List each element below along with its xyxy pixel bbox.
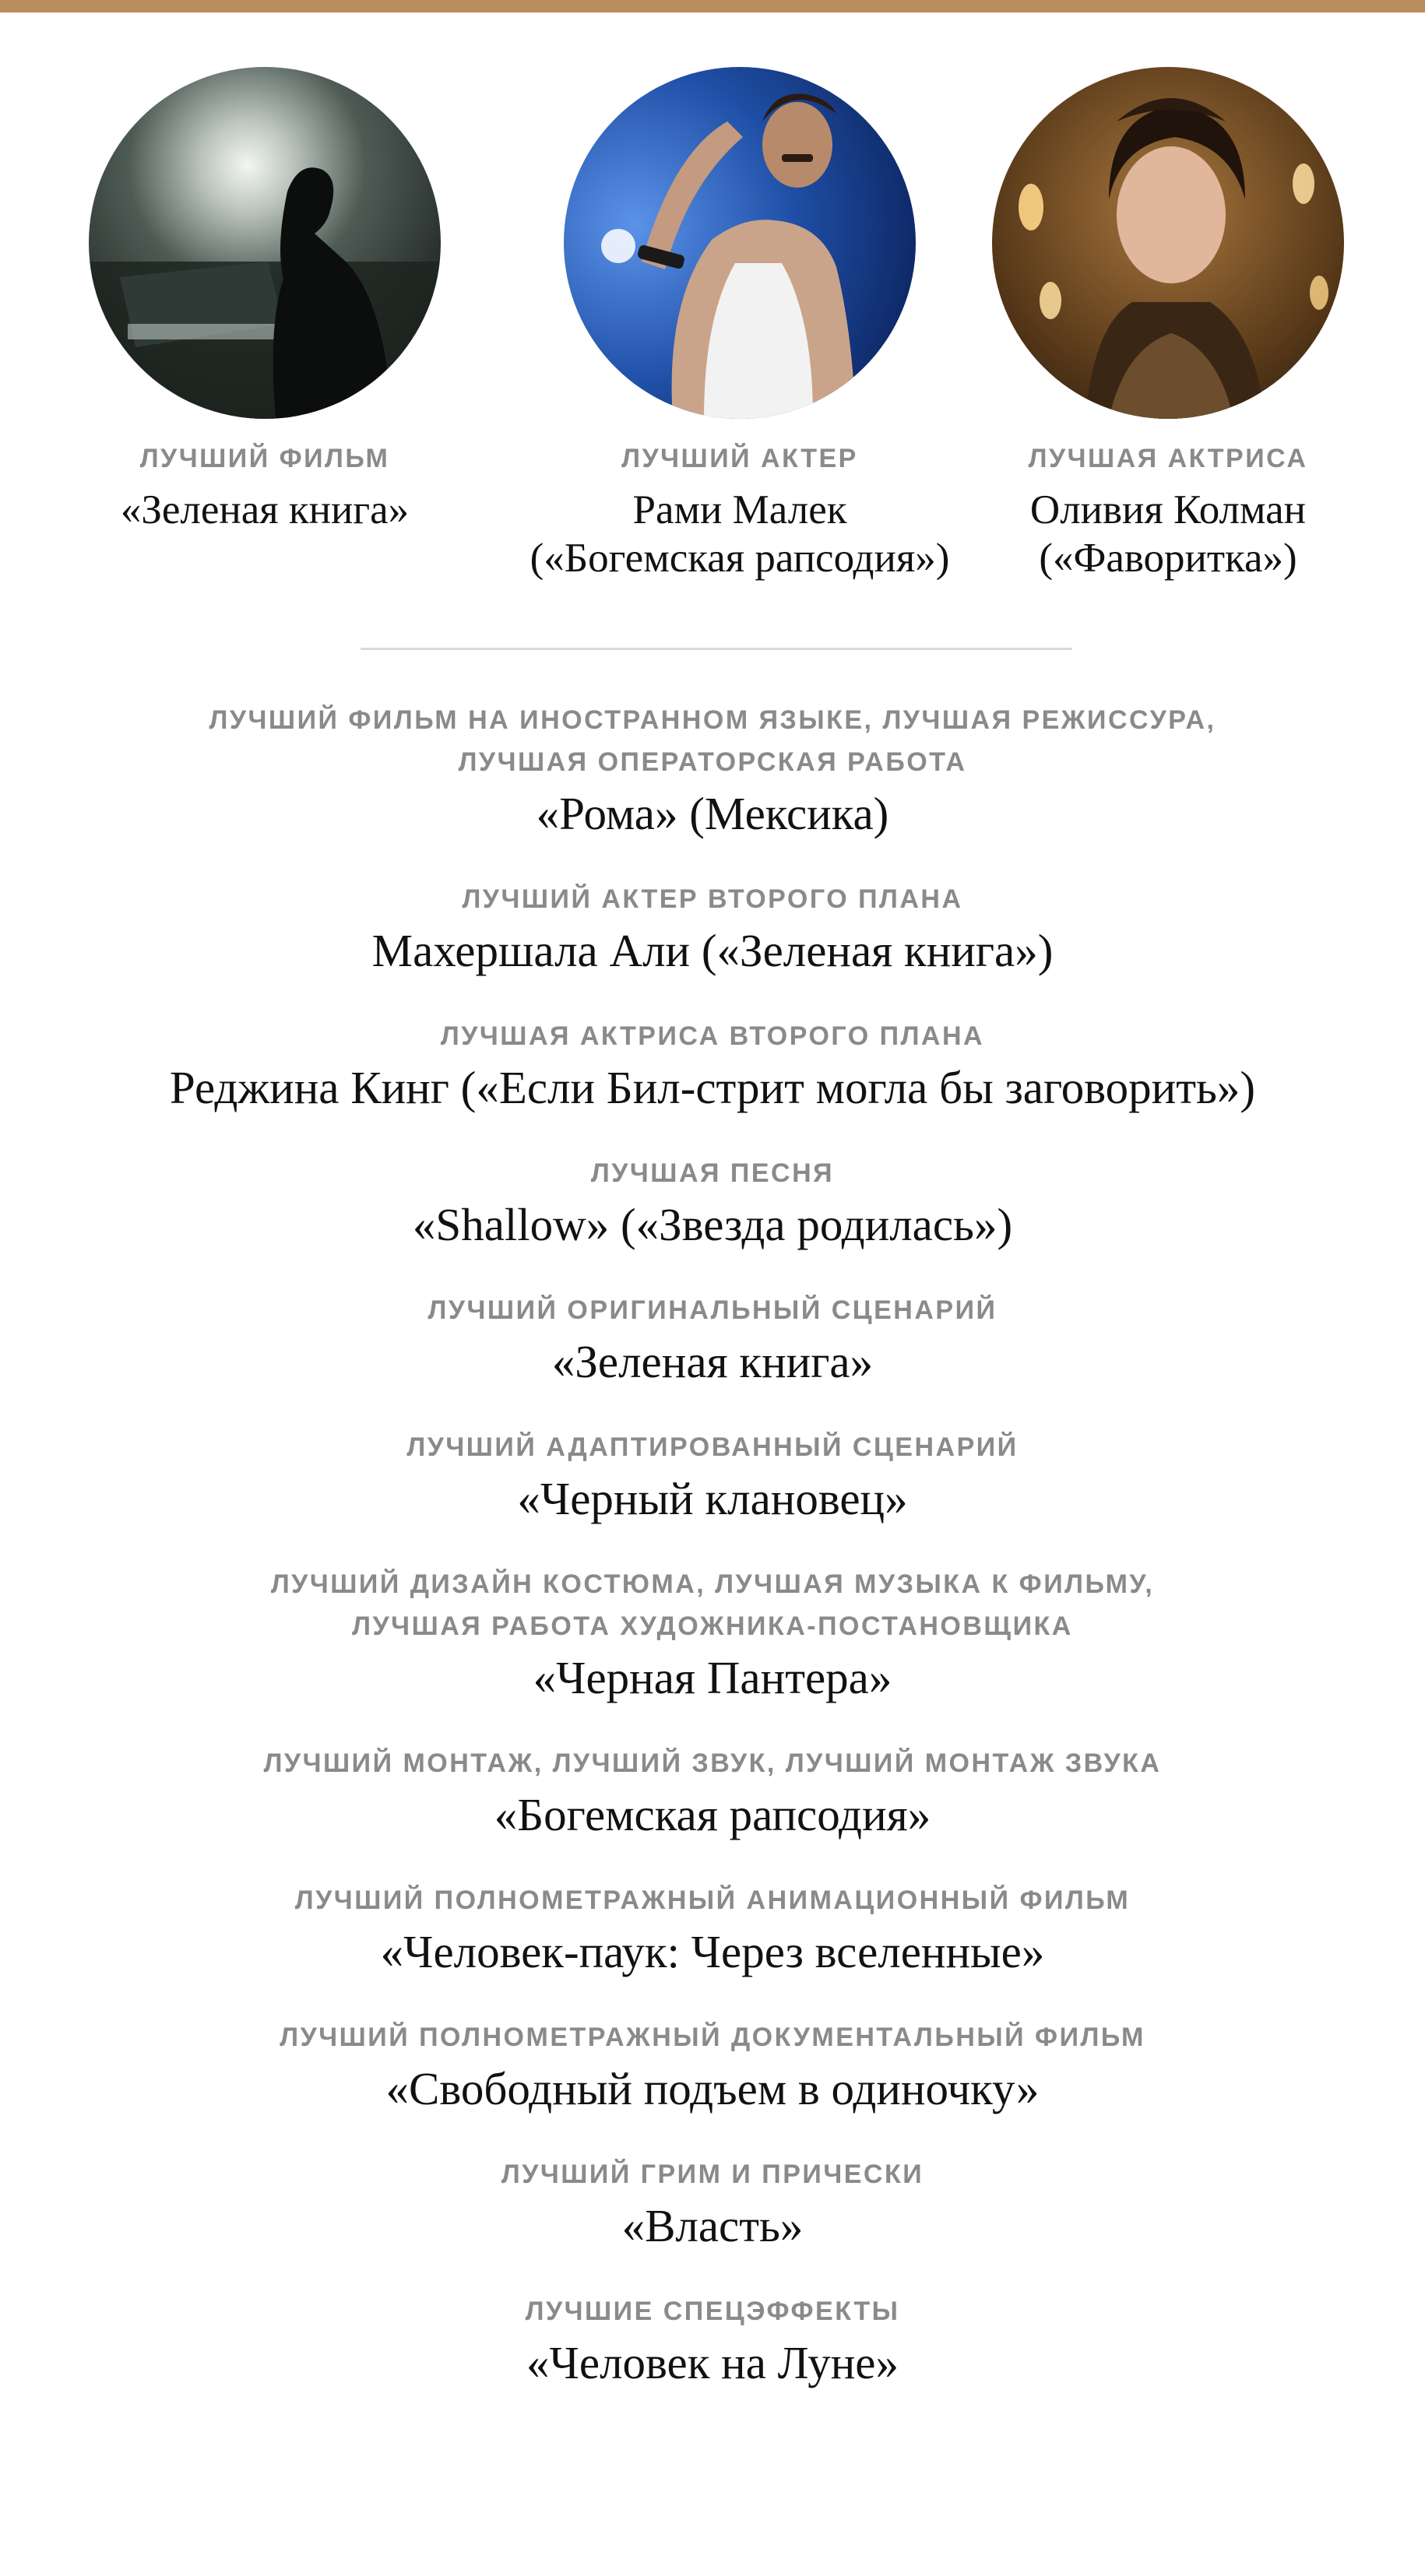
award-item <box>0 1742 1425 1842</box>
award-category: ЛУЧШИЙ ОРИГИНАЛЬНЫЙ СЦЕНАРИЙ <box>428 1295 998 1325</box>
award-category: ЛУЧШАЯ ПЕСНЯ <box>590 1158 835 1188</box>
singer-on-stage-photo <box>564 67 916 419</box>
award-category: ЛУЧШИЙ АКТЕР ВТОРОГО ПЛАНА <box>462 884 963 914</box>
award-item <box>0 2153 1425 2253</box>
queen-portrait-photo <box>992 67 1344 419</box>
award-winner: Реджина Кинг («Если Бил-стрит могла бы заговорить») <box>169 1062 1256 1113</box>
award-item <box>0 1563 1425 1705</box>
winner-category: ЛУЧШИЙ АКТЕР <box>621 444 858 473</box>
award-item <box>0 699 1425 841</box>
award-item <box>0 1879 1425 1979</box>
award-winner: «Человек-паук: Через вселенные» <box>380 1926 1045 1977</box>
award-category: ЛУЧШИЙ ДИЗАЙН КОСТЮМА, ЛУЧШАЯ МУЗЫКА К ФИЛЬМУ, ЛУЧШАЯ РАБОТА ХУДОЖНИКА-ПОСТАНОВЩИКА <box>270 1569 1155 1641</box>
award-winner: «Shallow» («Звезда родилась») <box>412 1199 1013 1250</box>
award-item <box>0 878 1425 978</box>
award-winner: «Богемская рапсодия» <box>494 1789 931 1840</box>
section-divider <box>361 648 1072 650</box>
award-winner: «Черная Пантера» <box>533 1652 892 1703</box>
award-winner: «Черный клановец» <box>517 1473 908 1524</box>
award-item <box>0 2290 1425 2390</box>
award-winner: Махершала Али («Зеленая книга») <box>371 925 1054 976</box>
award-item <box>0 1426 1425 1526</box>
winner-best-actress <box>966 67 1370 582</box>
award-item <box>0 1015 1425 1115</box>
award-winner: «Рома» (Мексика) <box>536 788 889 839</box>
award-item <box>0 2016 1425 2116</box>
winner-name: Рами Малек («Богемская рапсодия») <box>530 487 950 581</box>
award-item <box>0 1152 1425 1252</box>
winner-name: «Зеленая книга» <box>120 487 410 532</box>
award-category: ЛУЧШИЙ ФИЛЬМ НА ИНОСТРАННОМ ЯЗЫКЕ, ЛУЧШАЯ РЕЖИССУРА, ЛУЧШАЯ ОПЕРАТОРСКАЯ РАБОТА <box>209 705 1216 777</box>
piano-player-photo <box>89 67 441 419</box>
award-winner: «Человек на Луне» <box>526 2337 899 2388</box>
award-category: ЛУЧШИЙ АДАПТИРОВАННЫЙ СЦЕНАРИЙ <box>406 1432 1019 1462</box>
award-category: ЛУЧШИЙ ПОЛНОМЕТРАЖНЫЙ АНИМАЦИОННЫЙ ФИЛЬМ <box>294 1885 1131 1915</box>
award-winner: «Зеленая книга» <box>551 1336 874 1387</box>
award-category: ЛУЧШИЙ МОНТАЖ, ЛУЧШИЙ ЗВУК, ЛУЧШИЙ МОНТАЖ ЗВУКА <box>263 1748 1162 1778</box>
winner-category: ЛУЧШИЙ ФИЛЬМ <box>139 444 390 473</box>
award-category: ЛУЧШАЯ АКТРИСА ВТОРОГО ПЛАНА <box>440 1021 985 1051</box>
award-winner: «Власть» <box>621 2200 804 2251</box>
award-category: ЛУЧШИЙ ПОЛНОМЕТРАЖНЫЙ ДОКУМЕНТАЛЬНЫЙ ФИЛЬМ <box>280 2022 1145 2052</box>
winner-category: ЛУЧШАЯ АКТРИСА <box>1028 444 1308 473</box>
award-category: ЛУЧШИЙ ГРИМ И ПРИЧЕСКИ <box>501 2160 924 2189</box>
winner-best-picture <box>47 67 483 534</box>
winner-name: Оливия Колман («Фаворитка») <box>1029 487 1307 581</box>
award-winner: «Свободный подъем в одиночку» <box>385 2063 1040 2114</box>
award-item <box>0 1289 1425 1389</box>
top-accent-bar <box>0 0 1425 12</box>
winner-best-actor <box>491 67 989 582</box>
awards-list <box>0 699 1425 2427</box>
top-winners <box>0 67 1425 596</box>
award-category: ЛУЧШИЕ СПЕЦЭФФЕКТЫ <box>525 2297 900 2326</box>
